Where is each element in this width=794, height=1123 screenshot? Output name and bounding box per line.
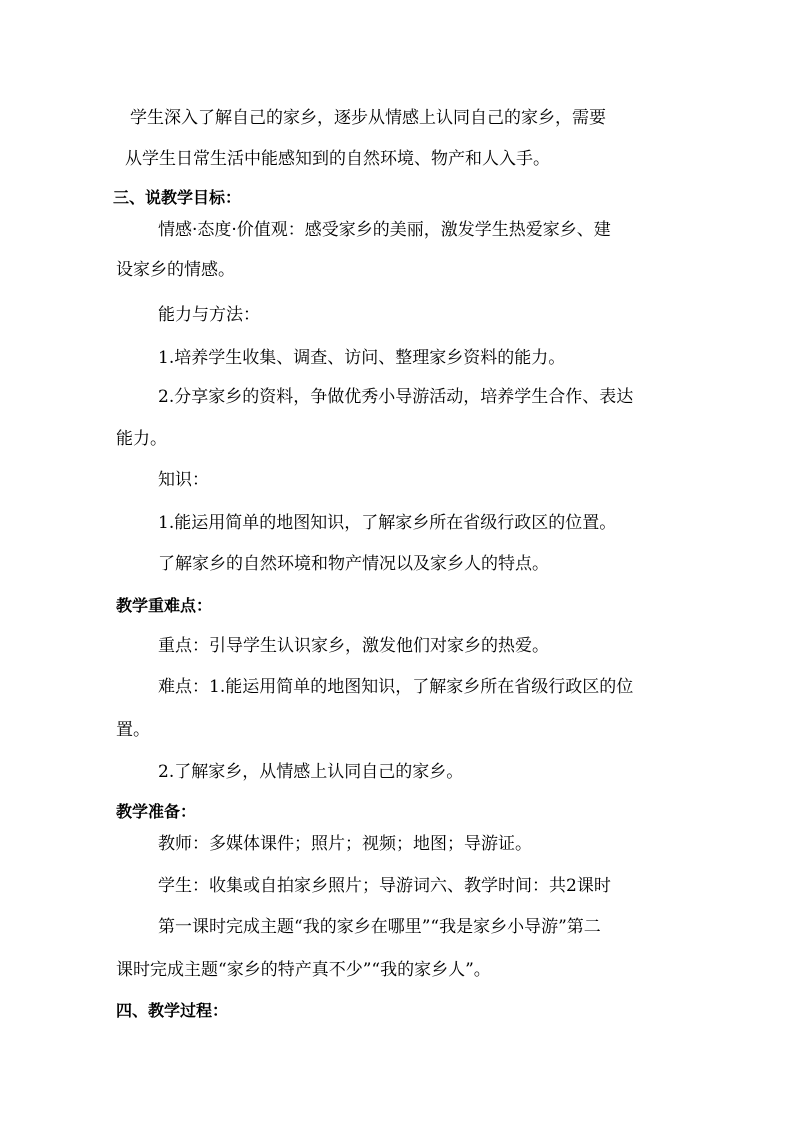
body-line: 1.培养学生收集、调查、访问、整理家乡资料的能力。 [158,348,566,368]
body-line: 置。 [116,720,150,740]
section-heading: 三、说教学目标： [113,188,242,207]
body-line: 能力。 [116,429,167,449]
body-line: 课时完成主题“家乡的特产真不少”“我的家乡人”。 [116,960,491,980]
body-line: 从学生日常生活中能感知到的自然环境、物产和人入手。 [125,149,550,169]
body-line: 知识： [158,470,209,490]
body-line: 能力与方法： [158,305,260,325]
body-line: 1.能运用简单的地图知识，了解家乡所在省级行政区的位置。 [158,513,617,533]
body-line: 难点：1.能运用简单的地图知识，了解家乡所在省级行政区的位 [158,677,634,697]
body-line: 了解家乡的自然环境和物产情况以及家乡人的特点。 [158,554,549,574]
body-line: 2.分享家乡的资料，争做优秀小导游活动，培养学生合作、表达 [158,387,634,407]
body-line: 重点：引导学生认识家乡，激发他们对家乡的热爱。 [158,636,549,656]
section-heading: 四、教学过程： [116,1001,229,1020]
section-heading: 教学准备： [116,802,197,821]
section-heading: 教学重难点： [116,596,213,615]
body-line: 学生：收集或自拍家乡照片；导游词六、教学时间：共2课时 [158,876,611,896]
body-line: 情感·态度·价值观：感受家乡的美丽，激发学生热爱家乡、建 [158,220,611,240]
body-line: 第一课时完成主题“我的家乡在哪里”“我是家乡小导游”第二 [158,917,601,937]
body-line: 设家乡的情感。 [116,260,235,280]
body-line: 教师：多媒体课件；照片；视频；地图；导游证。 [158,834,532,854]
body-line: 学生深入了解自己的家乡，逐步从情感上认同自己的家乡，需要 [130,108,606,128]
body-line: 2.了解家乡，从情感上认同自己的家乡。 [158,762,464,782]
